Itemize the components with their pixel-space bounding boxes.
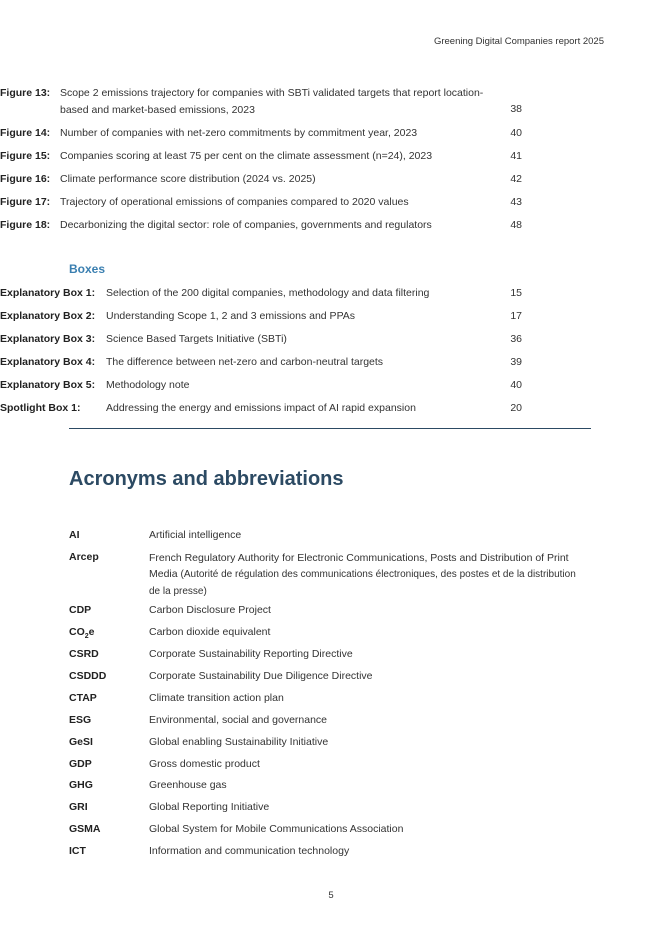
acronym-definition: Corporate Sustainability Due Diligence Directive (149, 670, 373, 682)
acronym-term: GeSI (69, 736, 93, 748)
acronym-definition: Carbon Disclosure Project (149, 604, 271, 616)
running-header: Greening Digital Companies report 2025 (433, 36, 604, 47)
acronym-term-main: CO (69, 626, 85, 638)
box-page: 17 (510, 310, 522, 322)
page-number: 5 (328, 890, 334, 901)
figure-page: 40 (510, 127, 522, 139)
box-title: Selection of the 200 digital companies, methodology and data filtering (106, 287, 430, 299)
acronym-term: AI (69, 529, 80, 541)
acronym-definition: Environmental, social and governance (149, 714, 328, 726)
figure-title: Companies scoring at least 75 per cent on the climate assessment (n=24), 2023 (60, 150, 433, 162)
box-label: Spotlight Box 1: (0, 402, 81, 414)
boxes-heading: Boxes (69, 262, 106, 276)
box-title: The difference between net-zero and carbon-neutral targets (106, 356, 384, 368)
box-label: Explanatory Box 5: (0, 379, 96, 391)
acronym-definition: Greenhouse gas (149, 779, 227, 791)
figure-page: 43 (510, 196, 522, 208)
acronym-definition-french: (Autorité de régulation des communications électroniques, des postes et de la distribution de la presse) (149, 569, 576, 597)
figure-label: Figure 14: (0, 127, 51, 139)
acronym-definition: Information and communication technology (149, 845, 350, 857)
figure-label: Figure 13: (0, 87, 51, 99)
acronym-definition: Corporate Sustainability Reporting Directive (149, 648, 353, 660)
figure-label: Figure 15: (0, 150, 51, 162)
figure-page: 38 (510, 103, 522, 115)
acronym-term: Arcep (69, 551, 99, 563)
acronym-definition: Global enabling Sustainability Initiative (149, 736, 329, 748)
figure-title-text: Scope 2 emissions trajectory for companies with SBTi validated targets that report location-based and market-based emissions, 2023 (60, 87, 484, 116)
box-page: 20 (510, 402, 522, 414)
acronym-term-end: e (88, 626, 95, 638)
box-title: Methodology note (106, 379, 190, 391)
acronym-term: ICT (69, 845, 86, 857)
acronym-term: CTAP (69, 692, 97, 704)
acronym-definition-text: French Regulatory Authority for Electronic Communications, Posts and Distribution of Print Media (149, 552, 569, 580)
acronym-term: CSRD (69, 648, 99, 660)
box-label: Explanatory Box 3: (0, 333, 96, 345)
figure-page: 48 (510, 219, 522, 231)
figure-title: Decarbonizing the digital sector: role of companies, governments and regulators (60, 219, 432, 231)
acronym-definition: Artificial intelligence (149, 529, 242, 541)
acronym-term: CSDDD (69, 670, 107, 682)
acronym-definition (149, 550, 579, 600)
acronym-term: GSMA (69, 823, 101, 835)
acronym-term: CDP (69, 604, 92, 616)
acronym-definition: Climate transition action plan (149, 692, 284, 704)
box-label: Explanatory Box 1: (0, 287, 96, 299)
box-page: 40 (510, 379, 522, 391)
acronym-term: GHG (69, 779, 93, 791)
acronym-term: GRI (69, 801, 88, 813)
box-label: Explanatory Box 2: (0, 310, 96, 322)
figure-label: Figure 16: (0, 173, 51, 185)
box-page: 15 (510, 287, 522, 299)
figure-label: Figure 18: (0, 219, 51, 231)
acronym-definition: Global Reporting Initiative (149, 801, 270, 813)
figure-label: Figure 17: (0, 196, 51, 208)
figure-page: 42 (510, 173, 522, 185)
box-title: Science Based Targets Initiative (SBTi) (106, 333, 287, 345)
acronyms-heading: Acronyms and abbreviations (69, 468, 344, 490)
figure-page: 41 (510, 150, 522, 162)
figure-title: Number of companies with net-zero commitments by commitment year, 2023 (60, 127, 418, 139)
acronym-definition: Global System for Mobile Communications Association (149, 823, 404, 835)
box-page: 39 (510, 356, 522, 368)
section-divider (69, 428, 591, 429)
acronym-term: ESG (69, 714, 92, 726)
acronym-term-subscript: 2 (84, 633, 89, 641)
box-page: 36 (510, 333, 522, 345)
box-label: Explanatory Box 4: (0, 356, 96, 368)
acronym-term (69, 625, 95, 644)
acronym-definition: Gross domestic product (149, 758, 260, 770)
figure-title: Climate performance score distribution (2024 vs. 2025) (60, 173, 316, 185)
acronym-term: GDP (69, 758, 92, 770)
figure-title: Trajectory of operational emissions of companies compared to 2020 values (60, 196, 409, 208)
box-title: Understanding Scope 1, 2 and 3 emissions and PPAs (106, 310, 356, 322)
figure-title (60, 85, 500, 119)
box-title: Addressing the energy and emissions impact of AI rapid expansion (106, 402, 416, 414)
acronym-definition: Carbon dioxide equivalent (149, 626, 271, 638)
